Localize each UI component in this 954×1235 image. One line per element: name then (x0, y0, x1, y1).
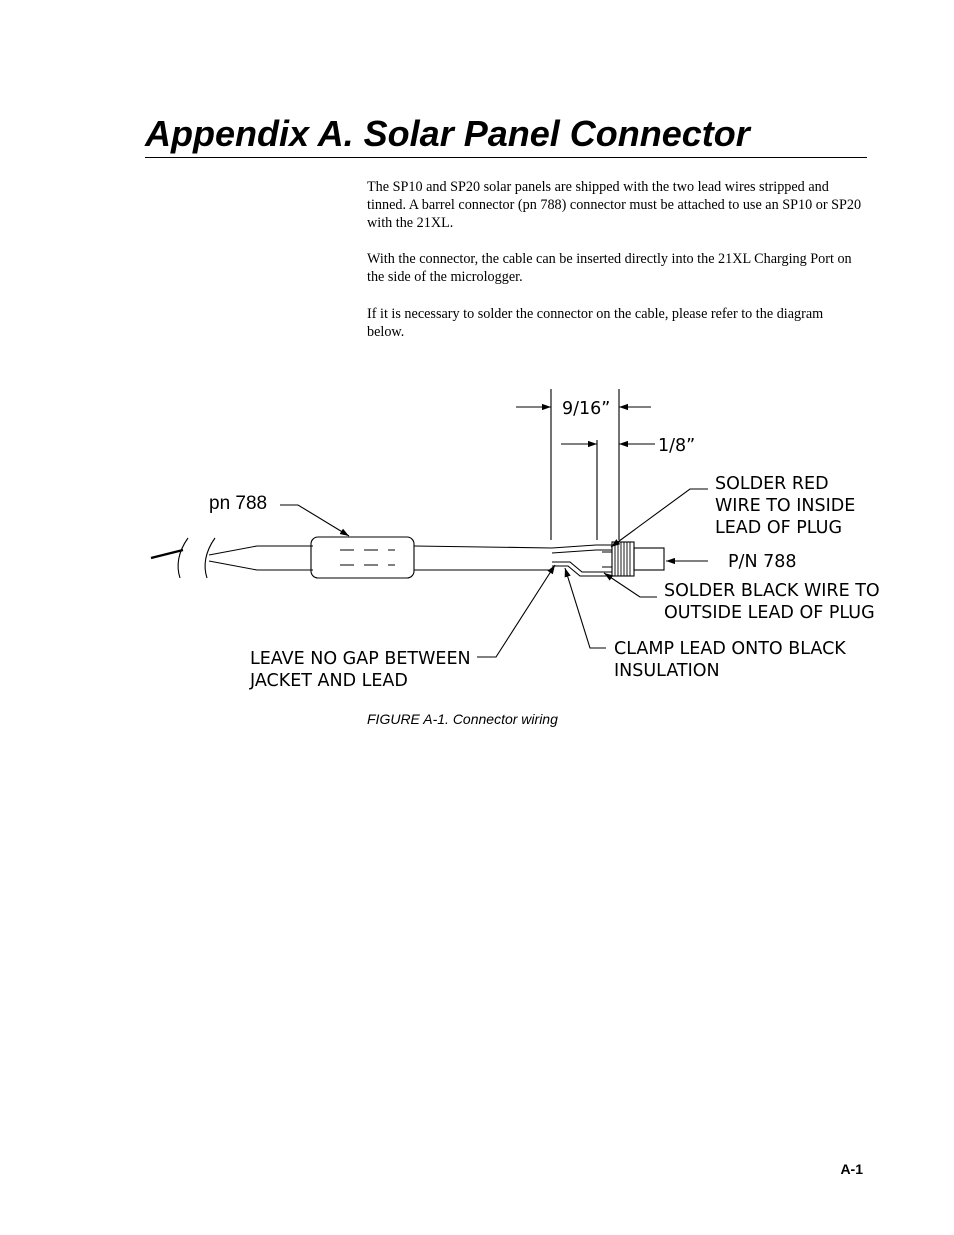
clamp-note-line1: CLAMP LEAD ONTO BLACK (614, 639, 846, 659)
page-number: A-1 (840, 1161, 863, 1177)
leader-gap (477, 565, 555, 657)
plug-part-label: P/N 788 (728, 552, 797, 572)
plug-barrel (634, 548, 664, 570)
cable-break-mark (205, 538, 215, 578)
figure-caption: FIGURE A-1. Connector wiring (367, 711, 558, 727)
strip-length-label: 9/16” (562, 399, 611, 419)
black-wire-label-line1: SOLDER BLACK WIRE TO (664, 581, 880, 601)
black-wire-label-line2: OUTSIDE LEAD OF PLUG (664, 603, 875, 623)
cable-jacket (414, 546, 552, 570)
connector-paragraph: With the connector, the cable can be inserted directly into the 21XL Charging Port on the side of the micrologger. (367, 251, 852, 285)
cable-top-edge (209, 546, 313, 555)
red-wire-label-line3: LEAD OF PLUG (715, 518, 843, 538)
sleeve-dash-marks (340, 550, 395, 565)
gap-note-line2: JACKET AND LEAD (250, 671, 408, 691)
plug-threads (615, 542, 630, 576)
red-wire-label-line2: WIRE TO INSIDE (715, 496, 856, 516)
leader-red (611, 489, 708, 547)
connector-wiring-diagram (140, 380, 900, 700)
barrel-part-label: pn 788 (209, 493, 268, 514)
red-lead (552, 545, 612, 548)
cable-bottom-edge (209, 561, 313, 570)
intro-paragraph: The SP10 and SP20 solar panels are shipped with the two lead wires stripped and tinned. A barrel connector (pn 788) connector must be attached to use an SP10 or SP20 with the 21XL. (367, 179, 862, 231)
page-title: Appendix A. Solar Panel Connector (145, 112, 867, 158)
leader-black (604, 573, 657, 597)
clamp-note-line2: INSULATION (614, 661, 720, 681)
cable-end (151, 550, 183, 558)
leader-barrel (280, 505, 349, 536)
cable-break-mark (178, 538, 188, 578)
tin-length-label: 1/8” (658, 436, 696, 456)
plug-solder-tabs (602, 552, 612, 567)
solder-paragraph: If it is necessary to solder the connector on the cable, please refer to the diagram below. (367, 306, 824, 340)
gap-note-line1: LEAVE NO GAP BETWEEN (250, 649, 471, 669)
leader-clamp (565, 568, 606, 648)
barrel-sleeve (311, 537, 414, 578)
red-wire-label-line1: SOLDER RED (715, 474, 829, 494)
